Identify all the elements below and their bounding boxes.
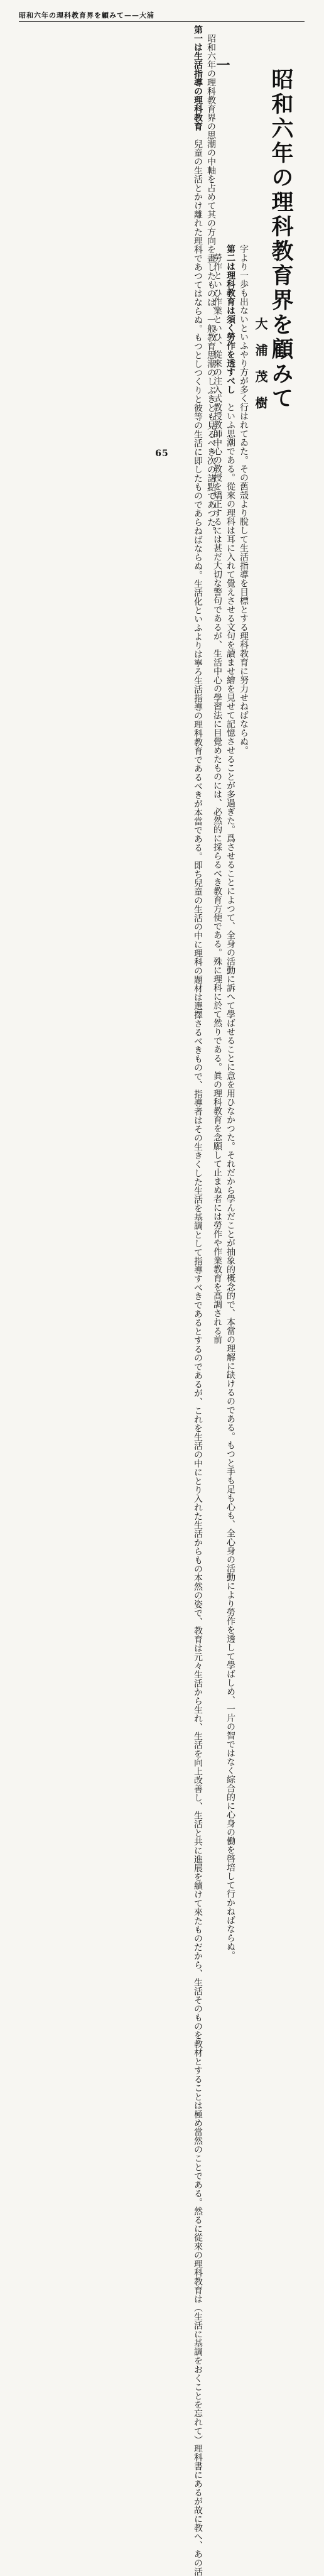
paragraph: 字より一歩も出ないといふやり方が多く行はれてゐた。その舊殼より脫して生活指導を目標とする理科教育に努力せねばならぬ。 — [239, 244, 249, 755]
paragraph: 昭和六年の理科教育界の思潮の中軸を占めて其の方向を畫したものは、一般教育思潮のしぶきとも見るべき次の諸點であつた。 — [206, 25, 216, 535]
header-rule — [19, 21, 305, 22]
page-number: 65 — [155, 449, 169, 459]
paragraph — [224, 244, 237, 1960]
paragraph-text: といふ思潮である。從來の理科は耳に入れて覺えさせる文句を讀ませ繪を見せて記憶させることが多過ぎた。爲させることによつて、全身の活動に訴へて學ばせることに意を用ひなかつた。それだから學んだことが抽象的概念的で、本當の理解に缺けるのである。もつと手も足も心も、全心身の活動により勞作を透して學ばしめ、一片の智ではなく綜合的に心身の働を啓培して行かねばならぬ。 — [225, 394, 235, 1960]
bold-heading: 第一は生活指導の理科教育 — [193, 25, 203, 131]
author-name: 大浦茂樹 — [253, 317, 268, 423]
bold-heading: 第二は理科教育は須く勞作を透すべし — [225, 244, 235, 394]
paragraph: 勞作といひ作業といひ、從來の注入式教授教師中心の教授を矯正するには甚だ大切な警句であるが、生活中心の學習法に目覺めたものには、必然的に採らるべき教育方便である。殊に理科に於て然りである。眞の理科教育を念願して止まぬ者には勞作や作業教育を高調される前 — [212, 244, 222, 1344]
running-header: 昭和六年の理科教育界を顧みて——大浦 — [19, 11, 154, 19]
paragraph-text: 兒童の生活とかけ離れた理科であつてはならぬ。もつとしつくりと彼等の生活に即したものであらねばならぬ。生活化といふよりは寧ろ生活指導の理科教育であるべきが本當である。即ち兒童の生活の中に理科の題材は選擇さるべきもので、指導者はその生きくした生活を基調として指導すべきであるとするのであるが、これを生活の中にとり入れた生活からもの本然の姿で、教育は元々生活から生れ、生活を向上改善し、生活と共に進展を續けて來たものだから、生活そのものを教材とすることは極め當然のことである。然るに從來の理科教育は（生活に基調をおくことを忘れて）理科書にあるが故に教へ、あの活 — [193, 131, 203, 2576]
paragraph — [191, 25, 204, 2576]
article-title: 昭和六年の理科教育界を顧みて — [268, 68, 294, 411]
section-number: 一 — [214, 58, 230, 72]
